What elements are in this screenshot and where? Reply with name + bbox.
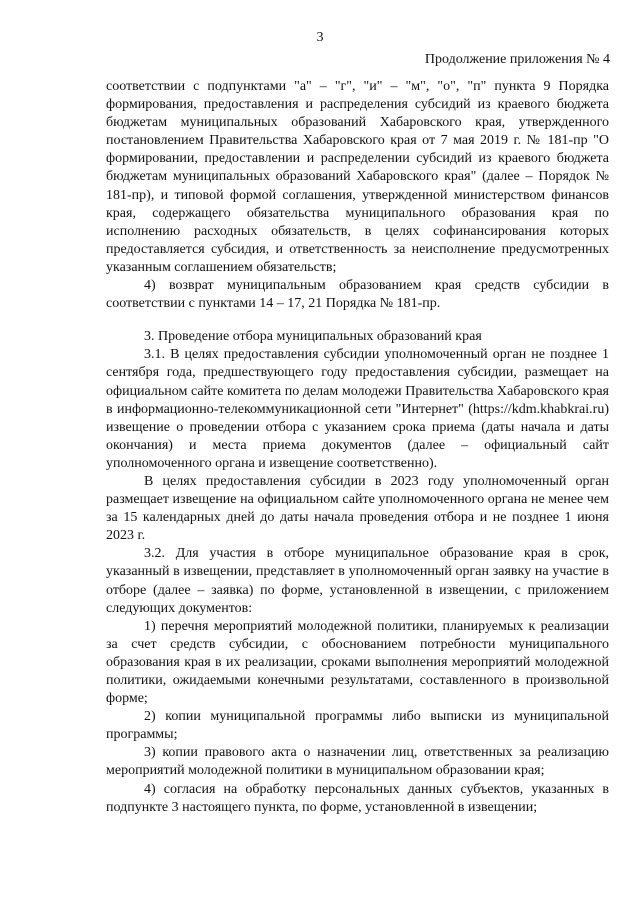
paragraph-continuation: соответствии с подпунктами "а" – "г", "и" – "м", "о", "п" пункта 9 Порядка формирования, предоставления и распределения субсидий из краевого бюджета бюджетам муниципальных образований Хабаровского края, утвержденного постановлением Правительства Хабаровского края от 7 мая 2019 г. № 181-пр "О формировании, предоставлении и распределении субсидий из краевого бюджета бюджетам муниципальных образований Хабаровского края" (далее – Порядок № 181-пр), и типовой формой соглашения, утвержденной министерством финансов края, содержащего обязательства муниципального образования края по исполнению расходных обязательств, в целях софинансирования которых предоставляется субсидия, и ответственность за неисполнение предусмотренных указанным соглашением обязательств; — [106, 79, 609, 275]
list-item-2: 2) копии муниципальной программы либо выписки из муниципальной программы; — [106, 709, 609, 743]
paragraph-3-2: 3.2. Для участия в отборе муниципальное образование края в срок, указанный в извещении, представляет в уполномоченный орган заявку на участие в отборе (далее – заявка) по форме, установленной в извещении, с приложением следующих документов: — [106, 546, 609, 616]
list-item-1: 1) перечня мероприятий молодежной политики, планируемых к реализации за счет средств субсидии, с обоснованием потребности муниципального образования края в их реализации, сроками выполнения мероприятий молодежной политики, ожидаемыми конечными результатами, составленного в произвольной форме; — [106, 618, 609, 707]
paragraph-item-4: 4) возврат муниципальным образованием края средств субсидии в соответствии с пунктами 14 – 17, 21 Порядка № 181-пр. — [106, 278, 609, 312]
appendix-continuation-note: Продолжение приложения № 4 — [424, 52, 610, 67]
document-body — [106, 78, 609, 817]
section-heading: 3. Проведение отбора муниципальных образований края — [144, 329, 482, 345]
paragraph-2023-notice: В целях предоставления субсидии в 2023 году уполномоченный орган размещает извещение на официальном сайте уполномоченного органа не менее чем за 15 календарных дней до даты начала проведения отбора и не позднее 1 июня 2023 г. — [106, 473, 609, 544]
paragraph-3-1: 3.1. В целях предоставления субсидии уполномоченный орган не позднее 1 сентября года, предшествующего году предоставления субсидии, размещает на официальном сайте комитета по делам молодежи Правительства Хабаровского края в информационно-телекоммуникационной сети "Интернет" (https://kdm.khabkrai.ru) извещение о проведении отбора с указанием срока приема (даты начала и даты окончания) и места приема документов (далее – официальный сайт уполномоченного органа и извещение соответственно). — [106, 347, 609, 471]
list-item-4: 4) согласия на обработку персональных данных субъектов, указанных в подпункте 3 настоящего пункта, по форме, установленной в извещении; — [106, 781, 609, 815]
page-number: 3 — [316, 30, 324, 45]
list-item-3: 3) копии правового акта о назначении лиц, ответственных за реализацию мероприятий молодежной политики в муниципальном образовании края; — [106, 745, 609, 779]
section-spacer — [106, 313, 609, 328]
